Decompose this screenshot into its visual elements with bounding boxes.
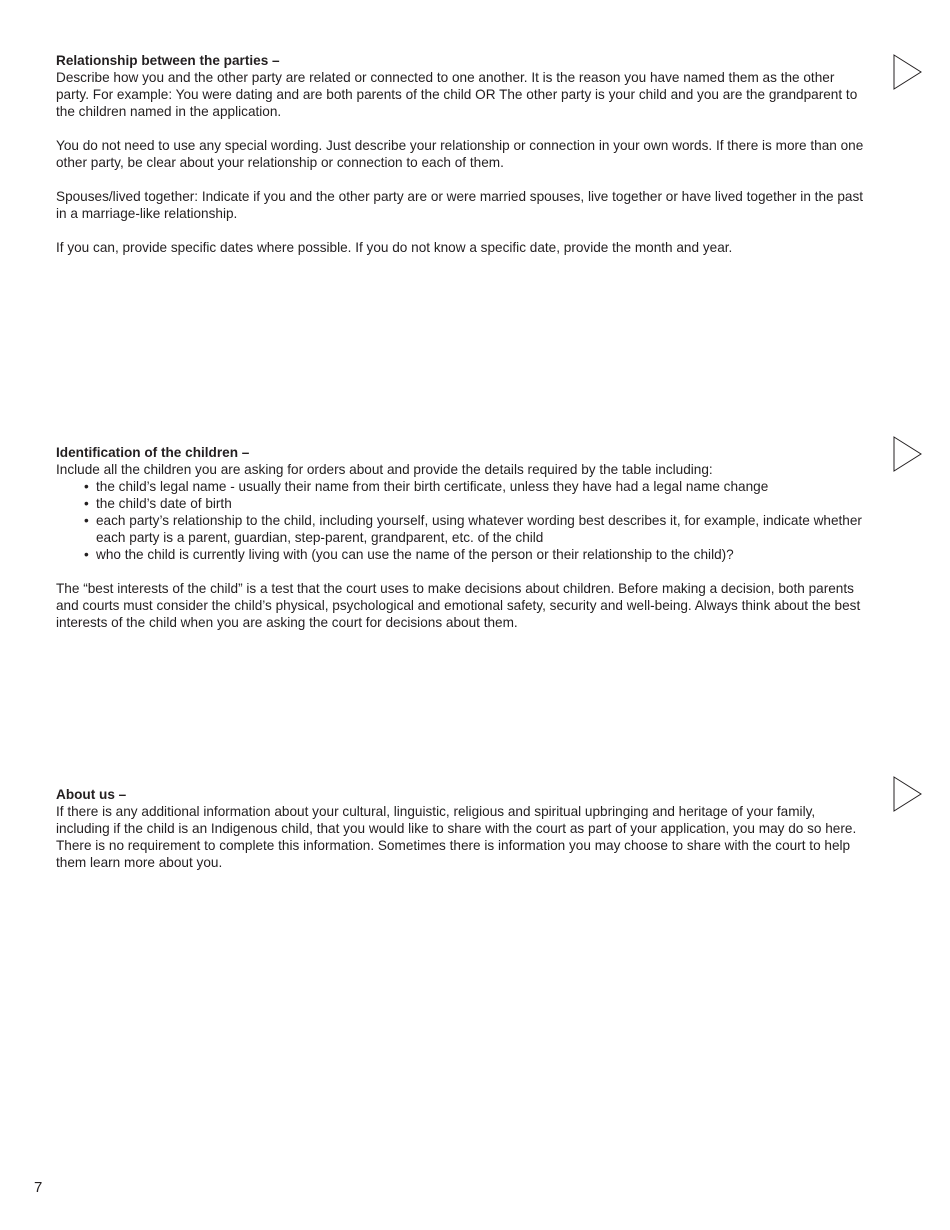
bullet-icon: • bbox=[84, 479, 89, 494]
list-item bbox=[56, 512, 868, 546]
about-us-heading: About us – bbox=[56, 787, 127, 802]
bullet-icon: • bbox=[84, 513, 89, 528]
list-item bbox=[56, 478, 868, 495]
children-intro: Include all the children you are asking for orders about and provide the details required by the table including: bbox=[56, 462, 713, 477]
about-us-paragraph: If there is any additional information about your cultural, linguistic, religious and spiritual upbringing and heritage of your family, including if the child is an Indigenous child, that you would like to share with the court as part of your application, you may do so here. There is no requirement to complete this information. Sometimes there is information you may choose to share with the court to help them learn more about you. bbox=[56, 804, 857, 870]
play-arrow-outline-icon bbox=[893, 436, 923, 472]
best-interests-paragraph: The “best interests of the child” is a test that the court uses to make decisions about children. Before making a decision, both parents and courts must consider the child’s physical, psychological and emotional safety, security and well-being. Always think about the best interests of the child when you are asking the court for decisions about them. bbox=[56, 581, 861, 630]
children-heading: Identification of the children – bbox=[56, 445, 250, 460]
children-requirements-list bbox=[56, 478, 868, 563]
relationship-section bbox=[56, 52, 868, 256]
play-arrow-outline-icon bbox=[893, 54, 923, 90]
list-item-text: each party’s relationship to the child, including yourself, using whatever wording best describes it, for example, indicate whether each party is a parent, guardian, step-parent, grandparent, etc. of the child bbox=[96, 513, 862, 545]
play-arrow-outline-icon bbox=[893, 776, 923, 812]
relationship-heading: Relationship between the parties – bbox=[56, 53, 280, 68]
bullet-icon: • bbox=[84, 547, 89, 562]
list-item-text: who the child is currently living with (you can use the name of the person or their relationship to the child)? bbox=[96, 547, 734, 562]
relationship-paragraph-2: You do not need to use any special wording. Just describe your relationship or connection in your own words. If there is more than one other party, be clear about your relationship or connection to each of them. bbox=[56, 138, 864, 170]
relationship-paragraph-4: If you can, provide specific dates where possible. If you do not know a specific date, provide the month and year. bbox=[56, 240, 733, 255]
list-item-text: the child’s legal name - usually their name from their birth certificate, unless they have had a legal name change bbox=[96, 479, 769, 494]
list-item bbox=[56, 495, 868, 512]
list-item bbox=[56, 546, 868, 563]
about-us-section bbox=[56, 786, 868, 871]
children-section bbox=[56, 444, 868, 631]
relationship-paragraph-3: Spouses/lived together: Indicate if you and the other party are or were married spouses, live together or have lived together in the past in a marriage-like relationship. bbox=[56, 189, 864, 221]
page-number: 7 bbox=[34, 1179, 43, 1196]
bullet-icon: • bbox=[84, 496, 89, 511]
list-item-text: the child’s date of birth bbox=[96, 496, 232, 511]
relationship-paragraph-1: Describe how you and the other party are related or connected to one another. It is the reason you have named them as the other party. For example: You were dating and are both parents of the child OR The other party is your child and you are the grandparent to the children named in the application. bbox=[56, 70, 858, 119]
